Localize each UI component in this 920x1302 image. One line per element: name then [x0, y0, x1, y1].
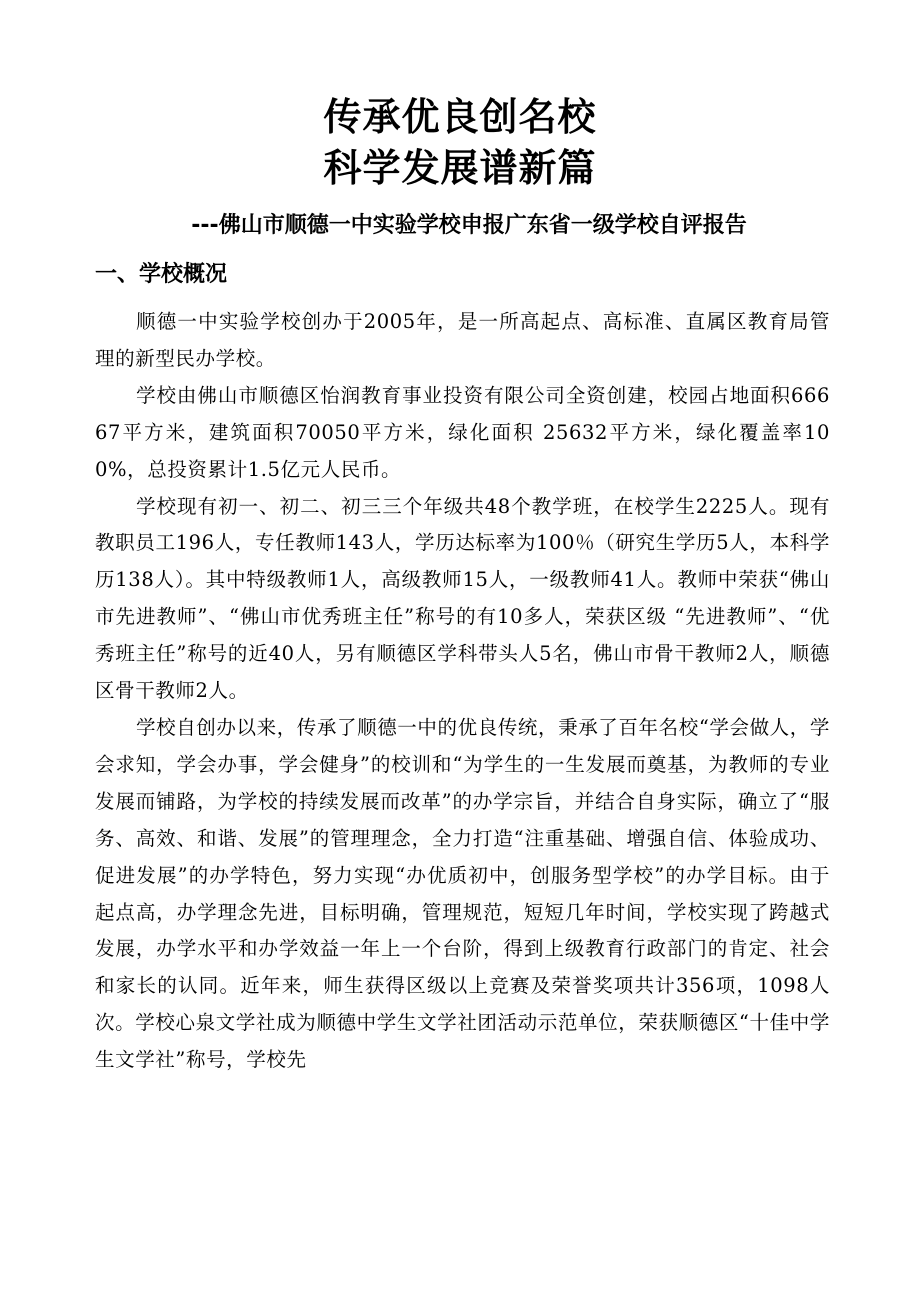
paragraph-history: 学校自创办以来，传承了顺德一中的优良传统，秉承了百年名校“学会做人，学会求知，学会办事，学会健身”的校训和“为学生的一生发展而奠基，为教师的专业发展而铺路，为学校的持续发展而改革”的办学宗旨，并结合自身实际，确立了“服务、高效、和谐、发展”的管理理念，全力打造“注重基础、增强自信、体验成功、促进发展”的办学特色，努力实现“办优质初中，创服务型学校”的办学目标。由于起点高，办学理念先进，目标明确，管理规范，短短几年时间，学校实现了跨越式发展，办学水平和办学效益一年上一个台阶，得到上级教育行政部门的肯定、社会和家长的认同。近年来，师生获得区级以上竞赛及荣誉奖项共计356项，1098人次。学校心泉文学社成为顺德中学生文学社团活动示范单位，荣获顺德区“十佳中学生文学社”称号，学校先	[95, 715, 830, 1072]
document-subtitle: ---佛山市顺德一中实验学校申报广东省一级学校自评报告	[191, 213, 747, 238]
paragraph-staff: 学校现有初一、初二、初三三个年级共48个教学班，在校学生2225人。现有教职员工196人，专任教师143人，学历达标率为100％（研究生学历5人，本科学历138人）。其中特级教师1人，高级教师15人，一级教师41人。教师中荣获“佛山市先进教师”、“佛山市优秀班主任”称号的有10多人，荣获区级 “先进教师”、“优秀班主任”称号的近40人，另有顺德区学科带头人5名，佛山市骨干教师2人，顺德区骨干教师2人。	[95, 494, 830, 703]
section-heading: 一、学校概况	[95, 262, 228, 287]
document-title-line-2: 科学发展谱新篇	[323, 146, 597, 190]
paragraph-campus: 学校由佛山市顺德区怡润教育事业投资有限公司全资创建，校园占地面积66667平方米，建筑面积70050平方米，绿化面积 25632平方米，绿化覆盖率100%，总投资累计1.5亿元人民币。	[95, 383, 830, 481]
document-title-line-1: 传承优良创名校	[323, 95, 597, 139]
paragraph-founding: 顺德一中实验学校创办于2005年，是一所高起点、高标准、直属区教育局管理的新型民办学校。	[95, 310, 830, 370]
body-text	[95, 304, 830, 1079]
